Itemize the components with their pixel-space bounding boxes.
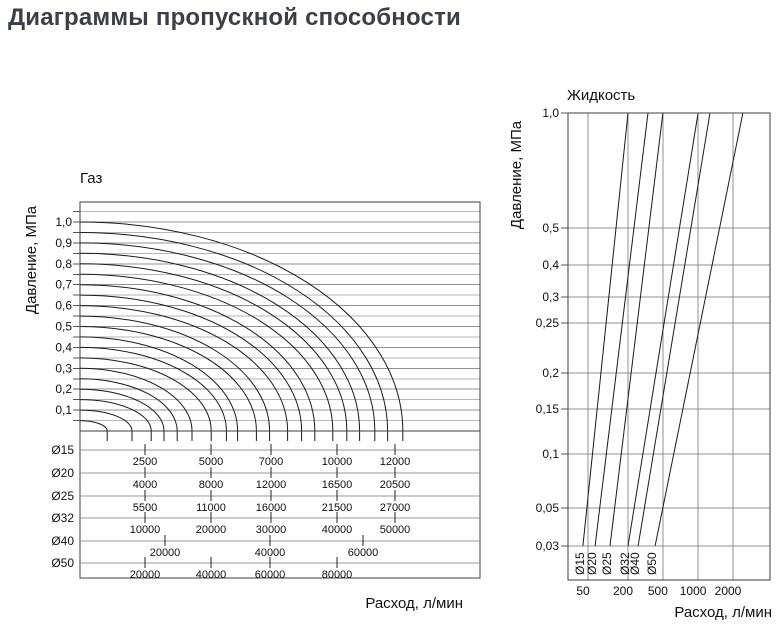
liquid-x-tick-label: 500 xyxy=(647,584,668,598)
gas-scale-flow-value: 40000 xyxy=(254,547,286,559)
gas-y-tick-label: 0,9 xyxy=(55,235,72,250)
gas-scale-flow-value: 8000 xyxy=(198,479,224,491)
gas-scale-flow-value: 20500 xyxy=(379,479,411,491)
liquid-y-tick-label: 0,25 xyxy=(535,316,559,331)
gas-x-axis-title: Расход, л/мин xyxy=(365,595,463,612)
liquid-diameter-label: Ø40 xyxy=(628,552,643,575)
liquid-y-axis-title: Давление, МПа xyxy=(508,120,525,230)
gas-scale-diameter-label: Ø50 xyxy=(51,556,74,570)
gas-y-tick-label: 0,8 xyxy=(55,256,72,271)
liquid-y-tick-label: 0,5 xyxy=(542,220,559,235)
gas-capacity-curve xyxy=(80,410,132,441)
liquid-y-tick-label: 0,15 xyxy=(535,402,559,417)
gas-scale-flow-value: 5500 xyxy=(132,502,158,514)
gas-chart-title: Газ xyxy=(80,170,103,187)
gas-scale-flow-value: 60000 xyxy=(347,547,379,559)
gas-scale-flow-value: 16000 xyxy=(255,502,287,514)
gas-y-tick-label: 0,6 xyxy=(55,298,72,313)
gas-y-tick-label: 0,7 xyxy=(55,277,72,292)
liquid-x-tick-label: 50 xyxy=(576,584,590,598)
gas-capacity-curve xyxy=(80,264,347,441)
gas-scale-flow-value: 4000 xyxy=(132,479,158,491)
gas-scale-diameter-label: Ø25 xyxy=(51,489,74,503)
liquid-x-tick-label: 1000 xyxy=(679,584,707,598)
gas-scale-flow-value: 10000 xyxy=(129,524,161,536)
gas-y-tick-label: 0,4 xyxy=(55,340,72,355)
liquid-y-tick-label: 0,03 xyxy=(535,538,559,553)
liquid-y-tick-label: 0,2 xyxy=(542,366,559,381)
liquid-chart xyxy=(500,0,783,626)
gas-scale-flow-value: 27000 xyxy=(379,502,411,514)
gas-scale-diameter-label: Ø20 xyxy=(51,466,74,480)
gas-scale-diameter-label: Ø32 xyxy=(51,511,74,525)
liquid-diameter-line xyxy=(610,113,663,546)
gas-scale-flow-value: 10000 xyxy=(321,456,353,468)
liquid-diameter-label: Ø50 xyxy=(645,552,660,575)
liquid-y-tick-label: 1,0 xyxy=(542,106,559,120)
liquid-x-axis-title: Расход, л/мин xyxy=(674,604,772,621)
liquid-y-tick-label: 0,05 xyxy=(535,501,559,516)
gas-scale-flow-value: 60000 xyxy=(254,569,286,581)
gas-scale-flow-value: 20000 xyxy=(195,524,227,536)
liquid-x-tick-label: 2000 xyxy=(714,584,742,598)
gas-scale-flow-value: 11000 xyxy=(196,502,226,514)
liquid-x-tick-label: 200 xyxy=(612,584,634,598)
liquid-diameter-label: Ø32 xyxy=(618,552,632,575)
gas-scale-flow-value: 7000 xyxy=(258,456,284,468)
gas-capacity-curve xyxy=(80,327,256,442)
gas-y-tick-label: 0,5 xyxy=(55,319,72,334)
gas-y-axis-title: Давление, МПа xyxy=(23,205,40,315)
gas-scale-flow-value: 5000 xyxy=(198,456,224,468)
liquid-diameter-label: Ø15 xyxy=(572,552,587,575)
page-title: Диаграммы пропускной способности xyxy=(8,4,461,31)
gas-scale-flow-value: 12000 xyxy=(379,456,411,468)
liquid-plot-area xyxy=(536,106,770,598)
gas-y-tick-label: 1,0 xyxy=(55,215,72,229)
gas-plot-area xyxy=(51,202,480,581)
gas-y-tick-label: 0,1 xyxy=(55,403,72,418)
gas-capacity-curve xyxy=(80,347,226,441)
liquid-y-tick-label: 0,1 xyxy=(542,446,559,461)
gas-scale-flow-value: 16500 xyxy=(321,479,353,491)
gas-capacity-curve xyxy=(80,285,315,441)
gas-scale-flow-value: 20000 xyxy=(129,569,161,581)
liquid-diameter-label: Ø25 xyxy=(600,552,614,575)
liquid-plot-border xyxy=(568,113,770,580)
liquid-y-tick-label: 0,3 xyxy=(542,290,559,304)
gas-scale-flow-value: 80000 xyxy=(321,569,353,581)
gas-scale-flow-value: 20000 xyxy=(149,547,181,559)
gas-scale-flow-value: 50000 xyxy=(379,524,411,536)
liquid-chart-title: Жидкость xyxy=(567,87,636,104)
gas-y-tick-label: 0,3 xyxy=(55,361,72,376)
gas-scale-flow-value: 30000 xyxy=(255,524,287,536)
gas-scale-flow-value: 12000 xyxy=(255,479,287,491)
gas-scale-flow-value: 40000 xyxy=(195,569,227,581)
gas-scale-flow-value: 21500 xyxy=(321,502,353,514)
gas-scale-flow-value: 40000 xyxy=(321,524,353,536)
liquid-diameter-label: Ø20 xyxy=(585,552,600,575)
gas-scale-diameter-label: Ø15 xyxy=(51,443,74,457)
gas-y-tick-label: 0,2 xyxy=(55,382,72,397)
liquid-y-tick-label: 0,4 xyxy=(542,258,559,273)
gas-scale-flow-value: 2500 xyxy=(132,456,158,468)
gas-scale-diameter-label: Ø40 xyxy=(51,534,74,548)
